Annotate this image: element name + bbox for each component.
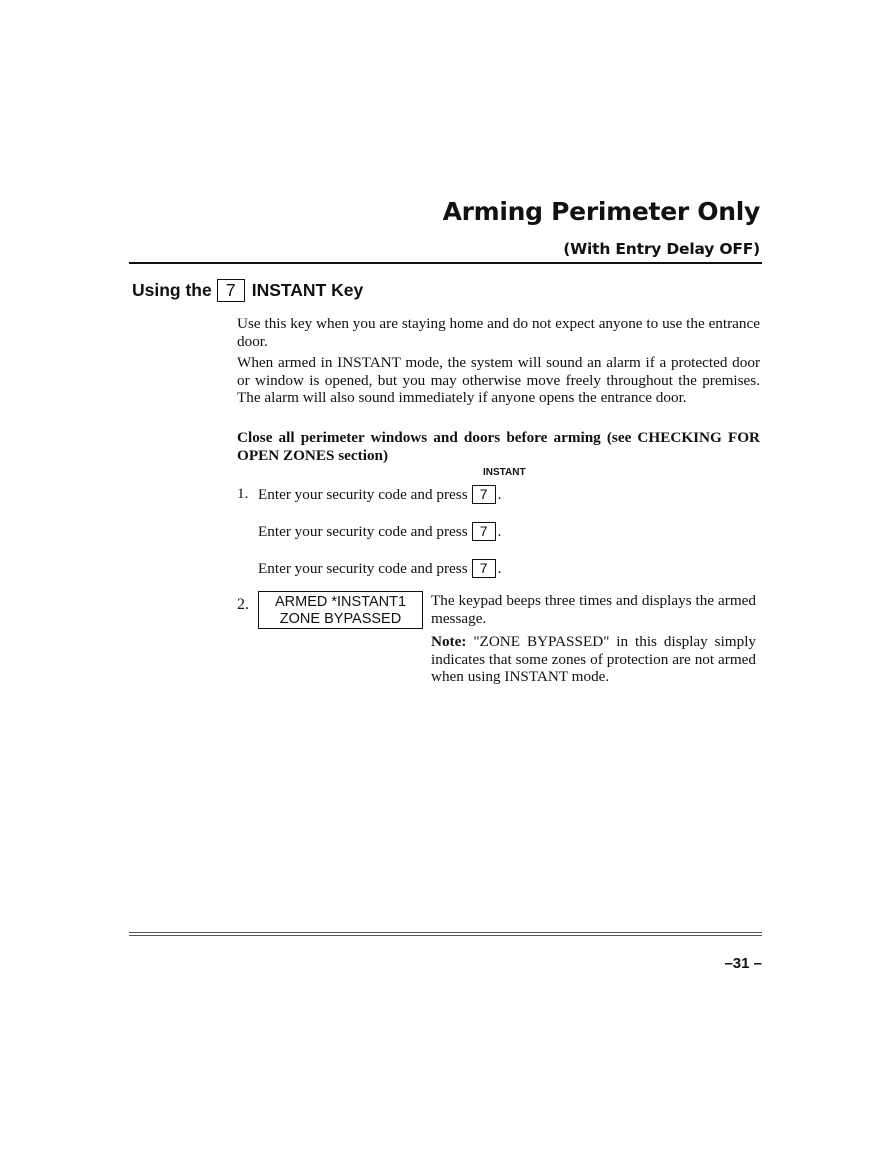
step-2-number: 2. bbox=[237, 596, 249, 613]
step-1-line bbox=[258, 522, 501, 541]
step-1-number: 1. bbox=[237, 485, 249, 502]
keypad-display bbox=[258, 591, 423, 629]
footer-divider bbox=[129, 932, 762, 936]
section-heading-suffix: INSTANT Key bbox=[251, 280, 364, 300]
step-2-note bbox=[431, 633, 756, 686]
step-2-description: The keypad beeps three times and displays the armed message. bbox=[431, 592, 756, 627]
key-7-icon: 7 bbox=[472, 559, 496, 578]
instant-mode-paragraph: When armed in INSTANT mode, the system will sound an alarm if a protected door or window is opened, but you may otherwise move freely throughout the premises. The alarm will also sound immediately if anyone opens the entrance door. bbox=[237, 354, 760, 406]
note-label: Note: bbox=[431, 633, 467, 650]
step-1-line-end: . bbox=[497, 522, 502, 540]
page-number: –31 – bbox=[724, 955, 762, 972]
page-subtitle: (With Entry Delay OFF) bbox=[563, 240, 760, 258]
header-divider bbox=[129, 262, 762, 264]
key-7-icon: 7 bbox=[472, 485, 496, 504]
section-heading-prefix: Using the bbox=[132, 280, 212, 300]
step-1-line bbox=[258, 485, 501, 504]
page-title: Arming Perimeter Only bbox=[442, 197, 760, 226]
key-7-icon: 7 bbox=[472, 522, 496, 541]
instant-key-icon: 7 bbox=[217, 279, 245, 302]
step-1-line-text: Enter your security code and press bbox=[258, 559, 468, 577]
note-text: "ZONE BYPASSED" in this display simply indicates that some zones of protection are not armed when using INSTANT mode. bbox=[431, 633, 757, 685]
warning-paragraph: Close all perimeter windows and doors before arming (see CHECKING FOR OPEN ZONES section) bbox=[237, 429, 760, 464]
step-1-line bbox=[258, 559, 501, 578]
keypad-display-line-2: ZONE BYPASSED bbox=[279, 611, 402, 627]
step-1-line-end: . bbox=[497, 559, 502, 577]
keypad-display-line-1: ARMED *INSTANT1 bbox=[274, 594, 407, 610]
instant-key-label: INSTANT bbox=[483, 467, 526, 478]
step-1-line-end: . bbox=[497, 485, 502, 503]
intro-paragraph: Use this key when you are staying home and do not expect anyone to use the entrance door. bbox=[237, 315, 760, 350]
step-1-line-text: Enter your security code and press bbox=[258, 485, 468, 503]
section-heading bbox=[132, 279, 363, 302]
step-1-line-text: Enter your security code and press bbox=[258, 522, 468, 540]
